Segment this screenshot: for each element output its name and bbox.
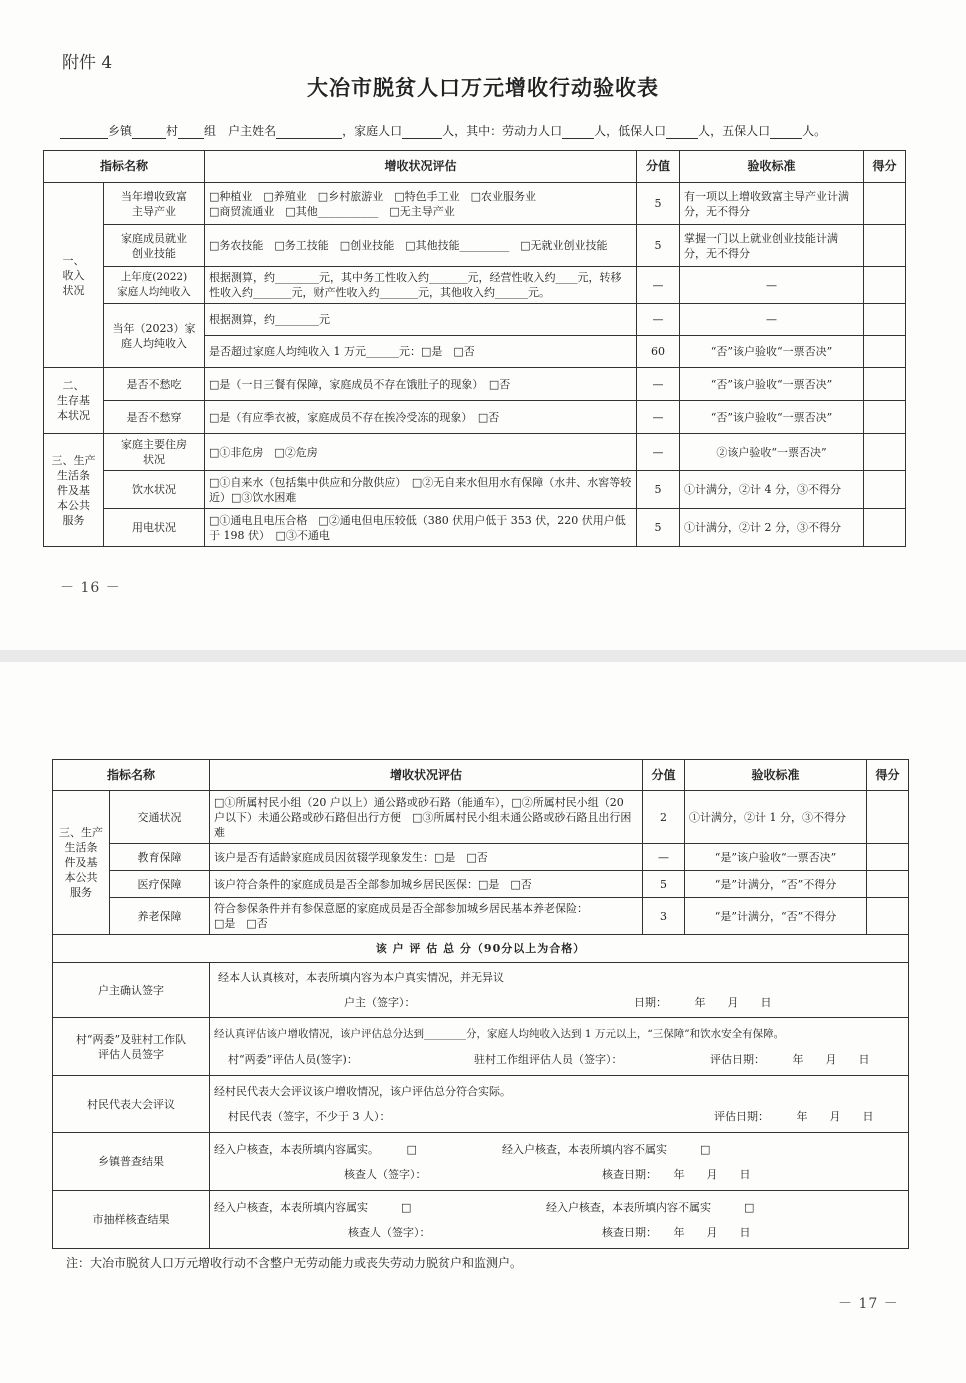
header-standard: 验收标准: [685, 760, 867, 791]
township-true-option[interactable]: 经入户核查，本表所填内容属实。 □: [214, 1142, 417, 1156]
table-row: [44, 304, 906, 336]
acceptance-table-part2: [52, 759, 909, 1249]
row-content-pension[interactable]: 符合参保条件并有参保意愿的家庭成员是否全部参加城乡居民基本养老保险： □是 □否: [210, 898, 643, 935]
township-blank[interactable]: [60, 126, 108, 139]
row-content-housing[interactable]: □①非危房 □②危房: [205, 434, 637, 471]
labor-pop-blank[interactable]: [562, 126, 594, 139]
row-name-education: 教育保障: [110, 844, 210, 871]
header-assessment: 增收状况评估: [205, 151, 637, 183]
village-blank[interactable]: [132, 126, 166, 139]
score-cell-pension[interactable]: [867, 898, 909, 935]
representatives-review-text: 经村民代表大会评议该户增收情况，该户评估总分符合实际。: [214, 1085, 512, 1098]
score-cell-food[interactable]: [864, 368, 906, 401]
header-indicator: 指标名称: [53, 760, 210, 791]
table-row: [44, 471, 906, 509]
row-name-medical: 医疗保障: [110, 871, 210, 898]
representatives-date-field[interactable]: 评估日期： 年 月 日: [714, 1110, 874, 1123]
header-assessment: 增收状况评估: [210, 760, 643, 791]
signature-content-city: [210, 1191, 909, 1249]
table-row: [53, 871, 909, 898]
group-blank[interactable]: [178, 126, 204, 139]
page-number-17: － 17 －: [838, 1296, 899, 1312]
city-date-field[interactable]: 核查日期： 年 月 日: [602, 1225, 751, 1239]
signature-content-township: [210, 1133, 909, 1191]
table-row: [53, 898, 909, 935]
row-name-food: 是否不愁吃: [104, 368, 205, 401]
table-row: [44, 368, 906, 401]
table-row: [44, 509, 906, 547]
row-standard-water: ①计满分，②计 4 分，③不得分: [680, 471, 864, 509]
row-value-industry: 5: [637, 183, 680, 225]
row-value-electricity: 5: [637, 509, 680, 547]
signature-content-representatives: [210, 1076, 909, 1133]
row-name-water: 饮水状况: [104, 471, 205, 509]
signature-row-township: [53, 1133, 909, 1191]
row-standard-industry: 有一项以上增收致富主导产业计满分，无不得分: [680, 183, 864, 225]
village-label: 村: [166, 124, 179, 138]
city-checker-sign-field[interactable]: 核查人（签字）：: [348, 1225, 431, 1239]
row-content-this-year-threshold[interactable]: 是否超过家庭人均纯收入 1 万元______元：□是 □否: [205, 336, 637, 368]
row-standard-housing: ②该户验收“一票否决”: [680, 434, 864, 471]
score-cell-education[interactable]: [867, 844, 909, 871]
row-content-industry[interactable]: □种植业 □养殖业 □乡村旅游业 □特色手工业 □农业服务业 □商贸流通业 □其他___________ □无主导产业: [205, 183, 637, 225]
row-value-skills: 5: [637, 225, 680, 267]
total-score-row: [53, 935, 909, 963]
work-team-sign-field[interactable]: 驻村工作组评估人员（签字）：: [474, 1052, 623, 1066]
household-pop-label: ，家庭人口: [342, 124, 403, 138]
attachment-label: 附件 4: [62, 53, 113, 73]
wubao-pop-label: 人，五保人口: [698, 124, 771, 138]
info-end: 人。: [802, 124, 827, 138]
row-value-food: —: [637, 368, 680, 401]
footnote: 注：大冶市脱贫人口万元增收行动不含整户无劳动能力或丧失劳动力脱贫户和监测户。: [66, 1256, 523, 1270]
table-row: [44, 183, 906, 225]
signature-content-head: [210, 963, 909, 1018]
score-cell-medical[interactable]: [867, 871, 909, 898]
village-assessment-text: 经认真评估该户增收情况，该户评估总分达到________分，家庭人均纯收入达到 1 万元以上，“三保障”和饮水安全有保障。: [214, 1027, 785, 1040]
score-cell-housing[interactable]: [864, 434, 906, 471]
row-value-medical: 5: [643, 871, 685, 898]
row-standard-education: “是”该户验收“一票否决”: [685, 844, 867, 871]
row-name-last-year: 上年度(2022) 家庭人均纯收入: [104, 267, 205, 304]
row-value-this-year-estimate: —: [637, 304, 680, 336]
row-value-education: —: [643, 844, 685, 871]
township-label: 乡镇: [108, 124, 133, 138]
row-content-electricity[interactable]: □①通电且电压合格 □②通电但电压较低（380 伏用户低于 353 伏，220 伏用户低于 198 伏） □③不通电: [205, 509, 637, 547]
row-name-housing: 家庭主要住房 状况: [104, 434, 205, 471]
score-cell-last-year[interactable]: [864, 267, 906, 304]
document-title: 大冶市脱贫人口万元增收行动验收表: [307, 75, 659, 100]
row-standard-traffic: ①计满分，②计 1 分，③不得分: [685, 791, 867, 844]
row-value-clothing: —: [637, 401, 680, 434]
row-value-last-year: —: [637, 267, 680, 304]
header-score: 得分: [864, 151, 906, 183]
signature-label-representatives: 村民代表大会评议: [53, 1076, 210, 1133]
signature-content-village: [210, 1018, 909, 1076]
head-name-label: 户主姓名: [228, 124, 277, 138]
score-cell-water[interactable]: [864, 471, 906, 509]
table-row: [44, 267, 906, 304]
table-row: [44, 434, 906, 471]
head-date-field[interactable]: 日期： 年 月 日: [634, 996, 772, 1009]
score-cell-traffic[interactable]: [867, 791, 909, 844]
score-cell-skills[interactable]: [864, 225, 906, 267]
row-content-medical[interactable]: 该户符合条件的家庭成员是否全部参加城乡居民医保：□是 □否: [210, 871, 643, 898]
row-standard-medical: “是”计满分，“否”不得分: [685, 871, 867, 898]
header-score-value: 分值: [637, 151, 680, 183]
row-name-traffic: 交通状况: [110, 791, 210, 844]
score-cell-electricity[interactable]: [864, 509, 906, 547]
signature-row-representatives: [53, 1076, 909, 1133]
village-date-field[interactable]: 评估日期： 年 月 日: [710, 1052, 870, 1066]
dibao-pop-label: 人，低保人口: [594, 124, 667, 138]
table-row: [44, 401, 906, 434]
row-content-food[interactable]: □是（一日三餐有保障，家庭成员不存在饿肚子的现象） □否: [205, 368, 637, 401]
score-cell-this-year-estimate[interactable]: [864, 304, 906, 336]
row-value-housing: —: [637, 434, 680, 471]
dibao-pop-blank[interactable]: [666, 126, 698, 139]
head-name-blank[interactable]: [276, 126, 342, 139]
table-header-row: [44, 151, 906, 183]
signature-row-head: [53, 963, 909, 1018]
table-row: [44, 225, 906, 267]
row-content-traffic[interactable]: □①所属村民小组（20 户以上）通公路或砂石路（能通车），□②所属村民小组（20 户以下）未通公路或砂石路但出行方便 □③所属村民小组未通公路或砂石路且出行困难: [210, 791, 643, 844]
row-standard-pension: “是”计满分，“否”不得分: [685, 898, 867, 935]
household-pop-blank[interactable]: [402, 126, 442, 139]
header-score-value: 分值: [643, 760, 685, 791]
acceptance-table-part1: [43, 150, 906, 547]
row-name-pension: 养老保障: [110, 898, 210, 935]
township-false-option[interactable]: 经入户核查，本表所填内容不属实 □: [502, 1142, 711, 1156]
signature-label-village: 村“两委”及驻村工作队 评估人员签字: [53, 1018, 210, 1076]
row-standard-clothing: “否”该户验收“一票否决”: [680, 401, 864, 434]
signature-row-city: [53, 1191, 909, 1249]
section-basic: 二、 生存基 本状况: [44, 368, 104, 434]
row-value-this-year-threshold: 60: [637, 336, 680, 368]
row-value-water: 5: [637, 471, 680, 509]
row-standard-skills: 掌握一门以上就业创业技能计满分，无不得分: [680, 225, 864, 267]
total-score-label: 该 户 评 估 总 分（90分以上为合格）: [53, 935, 909, 963]
row-name-this-year: 当年（2023）家 庭人均纯收入: [104, 304, 205, 368]
row-standard-this-year-estimate: —: [680, 304, 864, 336]
row-content-clothing[interactable]: □是（有应季衣被，家庭成员不存在挨冷受冻的现象） □否: [205, 401, 637, 434]
section-public-cont: 三、生产 生活条 件及基 本公共 服务: [53, 791, 110, 935]
table-header-row: [53, 760, 909, 791]
row-name-clothing: 是否不愁穿: [104, 401, 205, 434]
row-content-education[interactable]: 该户是否有适龄家庭成员因贫辍学现象发生：□是 □否: [210, 844, 643, 871]
row-name-industry: 当年增收致富 主导产业: [104, 183, 205, 225]
labor-pop-label: 人，其中：劳动力人口: [442, 124, 563, 138]
row-standard-this-year-threshold: “否”该户验收“一票否决”: [680, 336, 864, 368]
section-public: 三、生产 生活条 件及基 本公共 服务: [44, 434, 104, 547]
table-row: [53, 844, 909, 871]
row-content-skills[interactable]: □务农技能 □务工技能 □创业技能 □其他技能_________ □无就业创业技能: [205, 225, 637, 267]
head-sign-field[interactable]: 户主（签字）：: [344, 996, 416, 1009]
village-committee-sign-field[interactable]: 村“两委”评估人员(签字)：: [228, 1052, 358, 1066]
township-date-field[interactable]: 核查日期： 年 月 日: [602, 1167, 751, 1181]
document-page-17: [0, 662, 966, 1383]
row-content-last-year[interactable]: 根据测算，约________元，其中务工性收入约_______元，经营性收入约____元，转移性收入约_______元，财产性收入约_______元，其他收入约______元。: [205, 267, 637, 304]
household-info-line: [60, 122, 940, 139]
representatives-sign-field[interactable]: 村民代表（签字，不少于 3 人）：: [228, 1110, 391, 1123]
table-row: [53, 791, 909, 844]
row-value-pension: 3: [643, 898, 685, 935]
signature-label-city: 市抽样核查结果: [53, 1191, 210, 1249]
section-income: 一、 收入 状况: [44, 183, 104, 368]
group-label: 组: [204, 124, 217, 138]
score-cell-industry[interactable]: [864, 183, 906, 225]
city-false-option[interactable]: 经入户核查，本表所填内容不属实 □: [546, 1200, 755, 1214]
wubao-pop-blank[interactable]: [770, 126, 802, 139]
township-checker-sign-field[interactable]: 核查人（签字）：: [344, 1167, 427, 1181]
city-true-option[interactable]: 经入户核查，本表所填内容属实 □: [214, 1200, 412, 1214]
head-confirm-text: 经本人认真核对，本表所填内容为本户真实情况，并无异议: [218, 971, 505, 984]
header-standard: 验收标准: [680, 151, 864, 183]
signature-label-head: 户主确认签字: [53, 963, 210, 1018]
document-page-16: [0, 0, 966, 650]
row-name-electricity: 用电状况: [104, 509, 205, 547]
row-standard-electricity: ①计满分，②计 2 分，③不得分: [680, 509, 864, 547]
row-content-this-year-estimate[interactable]: 根据测算，约________元: [205, 304, 637, 336]
header-score: 得分: [867, 760, 909, 791]
row-standard-food: “否”该户验收“一票否决”: [680, 368, 864, 401]
score-cell-clothing[interactable]: [864, 401, 906, 434]
signature-label-township: 乡镇普查结果: [53, 1133, 210, 1191]
row-value-traffic: 2: [643, 791, 685, 844]
row-standard-last-year: —: [680, 267, 864, 304]
row-content-water[interactable]: □①自来水（包括集中供应和分散供应） □②无自来水但用水有保障（水井、水窖等较近）□③饮水困难: [205, 471, 637, 509]
header-indicator: 指标名称: [44, 151, 205, 183]
signature-row-village: [53, 1018, 909, 1076]
page-number-16: － 16 －: [60, 580, 121, 596]
score-cell-this-year-threshold[interactable]: [864, 336, 906, 368]
row-name-skills: 家庭成员就业 创业技能: [104, 225, 205, 267]
